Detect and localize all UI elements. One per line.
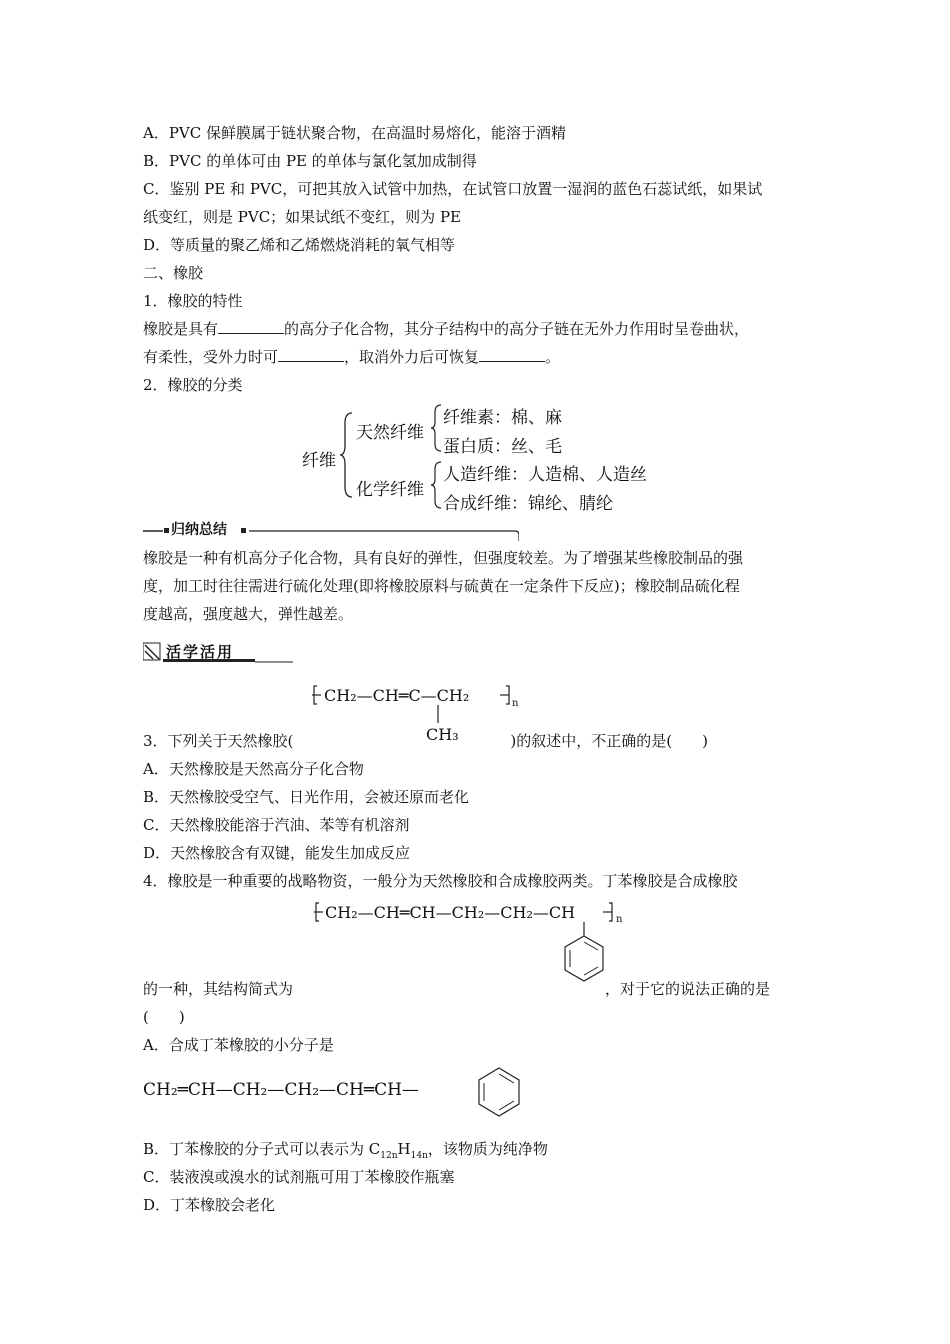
hydrogen-subscript: 14n: [410, 1151, 428, 1161]
q3-stem-a: 3．下列关于天然橡胶(: [143, 732, 294, 750]
summary-line-1: 橡胶是一种有机高分子化合物，具有良好的弹性，但强度较差。为了增强某些橡胶制品的强: [143, 549, 744, 567]
fill-blank-3[interactable]: [479, 347, 545, 362]
property-text-d: ，取消外力后可恢复: [344, 348, 480, 366]
q3-stem: [143, 731, 708, 751]
q4-option-a[interactable]: A．合成丁苯橡胶的小分子是: [143, 1036, 334, 1054]
q4-stem-line1: 4．橡胶是一种重要的战略物资，一般分为天然橡胶和合成橡胶两类。丁苯橡胶是合成橡胶: [143, 872, 738, 890]
q4-stem-a: 的一种，其结构简式为: [143, 980, 294, 998]
tree-branch-chemical: 化学纤维: [356, 480, 424, 500]
methyl-group: CH₃: [426, 725, 459, 744]
q2-option-b: B．PVC 的单体可由 PE 的单体与氯化氢加成制得: [143, 152, 477, 170]
q3-option-c[interactable]: C．天然橡胶能溶于汽油、苯等有机溶剂: [143, 816, 410, 834]
monomer-chain: CH₂═CH—CH₂—CH₂—CH═CH—: [143, 1080, 419, 1100]
subsection-1: 1．橡胶的特性: [143, 292, 243, 310]
property-line-2: [143, 347, 560, 367]
tree-leaf-protein: 蛋白质：丝、毛: [443, 437, 562, 457]
tree-branch-natural: 天然纤维: [356, 423, 424, 443]
benzene-ring-icon: [476, 1066, 522, 1118]
q4-option-b-text: B．丁苯橡胶的分子式可以表示为 C: [143, 1140, 381, 1158]
carbon-subscript: 12n: [380, 1151, 398, 1161]
q2-option-a: A．PVC 保鲜膜属于链状聚合物，在高温时易熔化，能溶于酒精: [143, 124, 567, 142]
bracket-left: [312, 901, 324, 923]
q3-option-d[interactable]: D．天然橡胶含有双键，能发生加成反应: [143, 844, 411, 862]
tree-root: 纤维: [302, 451, 336, 471]
bracket-left: [310, 684, 322, 706]
fill-blank-2[interactable]: [278, 347, 344, 362]
q4-option-d[interactable]: D．丁苯橡胶会老化: [143, 1196, 276, 1214]
property-text-e: 。: [545, 348, 561, 366]
natural-rubber-chain: CH₂—CH═C—CH₂: [324, 686, 470, 705]
q4-answer-paren: ( ): [143, 1008, 185, 1026]
fill-blank-1[interactable]: [218, 319, 284, 334]
activity-title: 活学活用: [166, 643, 235, 661]
summary-line-3: 度越高，强度越大，弹性越差。: [143, 605, 354, 623]
tree-leaf-synthetic: 合成纤维：锦纶、腈纶: [443, 494, 613, 514]
property-text-a: 橡胶是具有: [143, 320, 219, 338]
subscript-n: n: [616, 914, 623, 925]
tree-leaf-artificial: 人造纤维：人造棉、人造丝: [443, 465, 647, 485]
property-text-b: 的高分子化合物，其分子结构中的高分子链在无外力作用时呈卷曲状，: [284, 320, 750, 338]
hydrogen-symbol: H: [397, 1140, 411, 1158]
sbr-chain: CH₂—CH═CH—CH₂—CH₂—CH: [325, 903, 576, 922]
summary-line-2: 度，加工时往往需进行硫化处理(即将橡胶原料与硫黄在一定条件下反应)；橡胶制品硫化程: [143, 577, 740, 595]
q4-option-b-tail: ，该物质为纯净物: [427, 1140, 548, 1158]
q3-stem-b: )的叙述中，不正确的是( ): [510, 732, 708, 750]
summary-title: 归纳总结: [171, 522, 227, 538]
q3-option-b[interactable]: B．天然橡胶受空气、日光作用，会被还原而老化: [143, 788, 470, 806]
q2-option-c-line2: 纸变红，则是 PVC；如果试纸不变红，则为 PE: [143, 208, 461, 226]
bracket-right: [603, 901, 617, 923]
section-title: 二、橡胶: [143, 264, 204, 282]
summary-header: [143, 520, 519, 542]
q2-option-d: D．等质量的聚乙烯和乙烯燃烧消耗的氧气相等: [143, 236, 456, 254]
q2-option-c-line1: C．鉴别 PE 和 PVC，可把其放入试管中加热，在试管口放置一湿润的蓝色石蕊试纸，如果试: [143, 180, 763, 198]
methyl-bond: [436, 705, 440, 725]
property-line-1: [143, 319, 749, 339]
q4-option-b[interactable]: [143, 1139, 548, 1166]
subsection-2: 2．橡胶的分类: [143, 376, 243, 394]
tree-leaf-cellulose: 纤维素：棉、麻: [443, 408, 562, 428]
tree-brace-root: [338, 405, 358, 505]
q4-option-c[interactable]: C．装液溴或溴水的试剂瓶可用丁苯橡胶作瓶塞: [143, 1168, 455, 1186]
q4-stem-b: ，对于它的说法正确的是: [605, 980, 771, 998]
subscript-n: n: [512, 698, 519, 709]
q3-option-a[interactable]: A．天然橡胶是天然高分子化合物: [143, 760, 364, 778]
property-text-c: 有柔性，受外力时可: [143, 348, 279, 366]
q4-stem-line2: [143, 979, 770, 999]
